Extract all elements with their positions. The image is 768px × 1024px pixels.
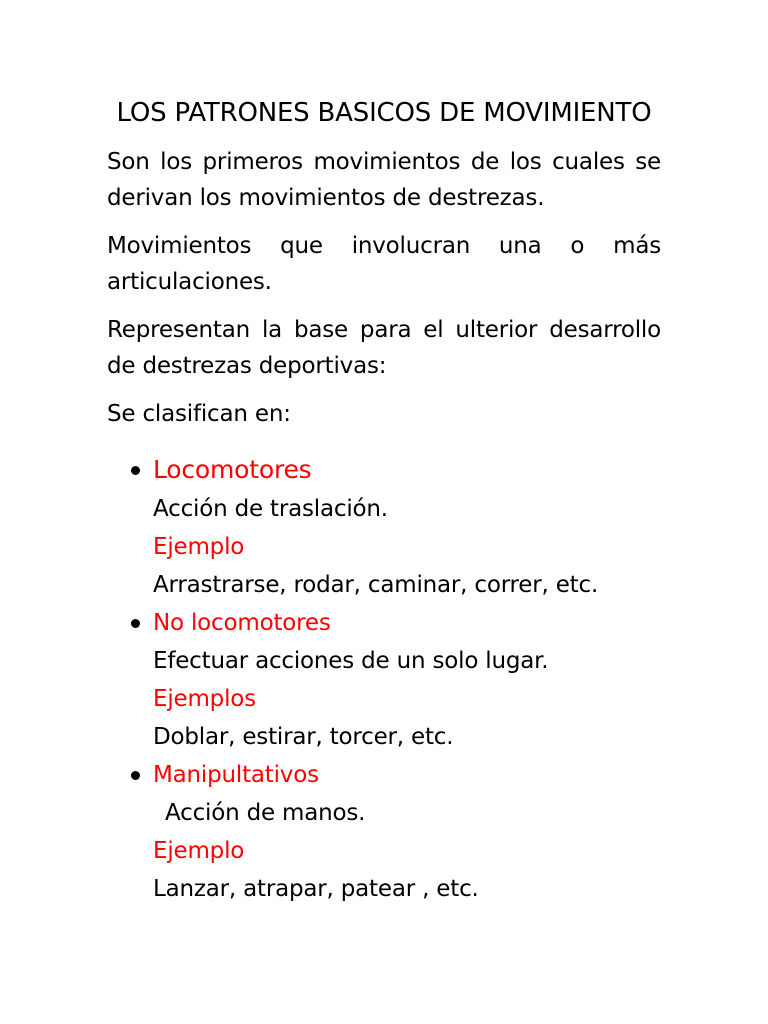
list-item-locomotores — [107, 450, 661, 604]
bullet-icon — [131, 619, 140, 628]
paragraph-classification: Se clasifican en: — [107, 401, 291, 427]
item-label: No locomotores — [153, 610, 331, 636]
item-example: Doblar, estirar, torcer, etc. — [153, 724, 454, 750]
document-title: LOS PATRONES BASICOS DE MOVIMIENTO — [116, 98, 652, 128]
item-example-label: Ejemplo — [153, 838, 245, 864]
pattern-list — [107, 450, 661, 908]
item-description: Efectuar acciones de un solo lugar. — [153, 648, 549, 674]
paragraph-definition: Son los primeros movimientos de los cuales se derivan los movimientos de destrezas. — [107, 149, 661, 211]
item-description: Acción de manos. — [165, 800, 366, 826]
item-example: Arrastrarse, rodar, caminar, correr, etc. — [153, 572, 599, 598]
item-example-label: Ejemplo — [153, 534, 245, 560]
paragraph-joints: Movimientos que involucran una o más articulaciones. — [107, 233, 661, 295]
list-item-manipultativos — [107, 756, 661, 908]
bullet-icon — [131, 466, 140, 475]
item-example-label: Ejemplos — [153, 686, 256, 712]
item-description: Acción de traslación. — [153, 496, 388, 522]
paragraph-base: Representan la base para el ulterior desarrollo de destrezas deportivas: — [107, 317, 661, 379]
list-item-no-locomotores — [107, 604, 661, 756]
item-label: Manipultativos — [153, 762, 319, 788]
item-example: Lanzar, atrapar, patear , etc. — [153, 876, 479, 902]
item-label: Locomotores — [153, 455, 312, 484]
bullet-icon — [131, 771, 140, 780]
